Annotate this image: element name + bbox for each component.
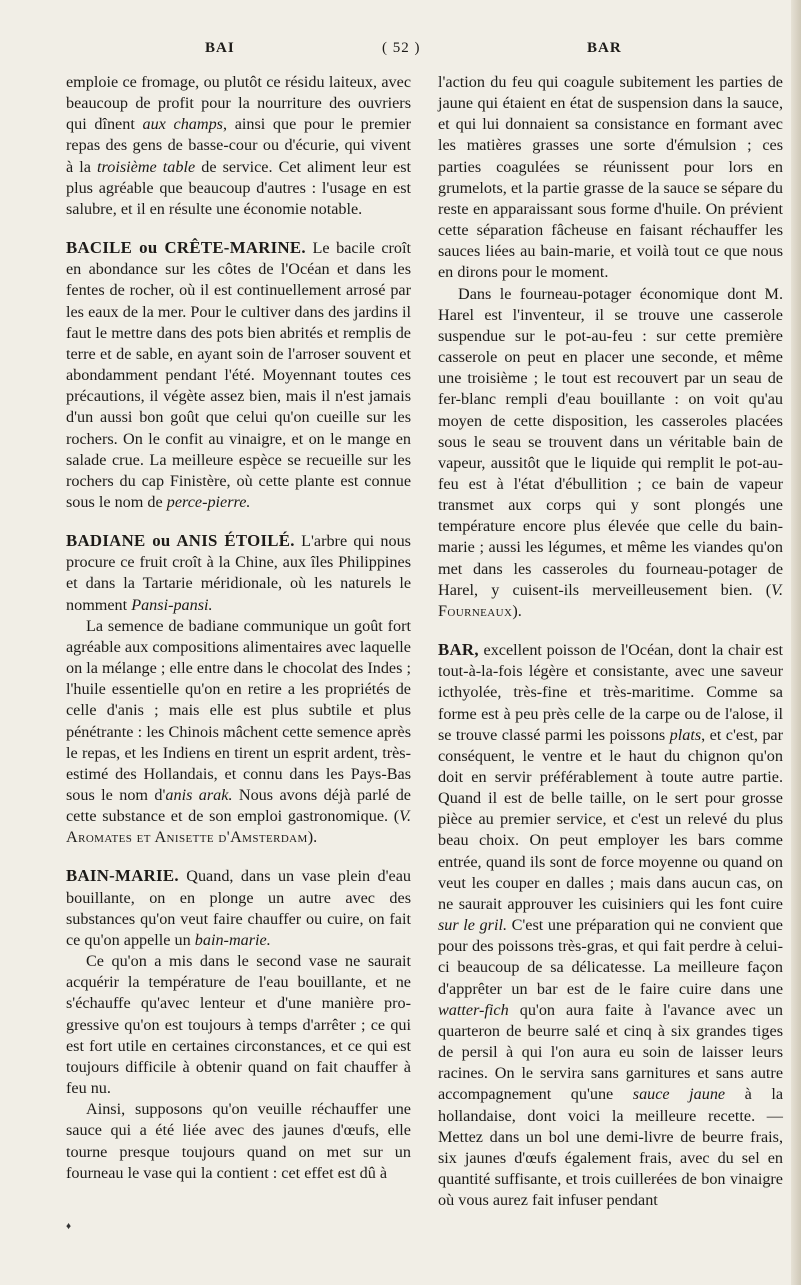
cross-reference-fourneaux: Fourneaux [438,601,513,620]
headword-bain-marie: BAIN-MARIE. [66,866,179,886]
paragraph-fromage: emploie ce fromage, ou plutôt ce résidu laiteux, avec beaucoup de profit pour la nourriture des ouvriers qui dînent aux champs, ainsi que pour le premier repas des gens de basse-cour ou d'écurie, qui vivent à la troisième table de service. Cet aliment leur est plus agréable que beaucoup d'autres : l'usage en est salubre, et il en résulte une économie notable. [66,73,412,218]
right-column [438,72,783,1211]
page-number: ( 52 ) [382,40,421,56]
paragraph-bain-marie-2: Ce qu'on a mis dans le second vase ne saurait acquérir la température de l'eau bouillante, et ne s'échauffe qu'avec lenteur et d'une manière progressive qu'on est toujours à temps d'arrêter ; ce qui est fort utile en certaines circonstances, et ce qui est toujours difficile à obtenir quand on fait chauffer à feu nu. [66,952,411,1098]
left-column [66,72,411,1184]
headword-bar: BAR, [438,640,479,660]
cross-reference-aromates: Aromates et Anisette d'Amsterdam [66,828,308,847]
headword-badiane: BADIANE ou ANIS ÉTOILÉ. [66,531,295,551]
entry-bain-marie: BAIN-MARIE. Quand, dans un vase plein d'eau bouillante, on en plonge un autre avec des substances qu'on veut faire chauffer ou cuire, on fait ce qu'on appelle un bain-marie. [66,866,411,949]
page-edge-shadow [791,0,801,1285]
headword-bacile: BACILE ou CRÊTE-MARINE. [66,238,306,258]
entry-bar: BAR, excellent poisson de l'Océan, dont la chair est tout-à-la-fois légère et consistante, avec une saveur icthyolée, très-fine et très-maritime. Comme sa forme est à peu près celle de la carpe ou de l'alose, il se trouve classé parmi les poissons plats, et c'est, par conséquent, le ventre et le haut du chignon qu'on doit en servir préférablement à toute autre partie. Quand il est de belle taille, on le sert pour grosse pièce au premier service, et c'est un relevé du plus beau choix. On peut employer les bars comme entrée, quand ils sont de force moyenne ou quand on veut les couper en dalles ; mais dans aucun cas, on ne saurait approuver les cuisiniers qui les font cuire sur le gril. C'est une préparation qui ne convient que pour des poissons très-gras, et qui fait perdre à celui-ci beaucoup de sa délicatesse. La meilleure façon d'apprêter un bar est de le faire cuire dans une watter-fich qu'on aura faite à l'avance avec un quarteron de beurre salé et cinq à six grandes tiges de persil à qui l'on aura eu soin de laisser leurs racines. On le servira sans garnitures et sans autre accompagnement qu'une sauce jaune à la hollandaise, dont voici la meilleure recette. — Mettez dans un bol une demi-livre de beurre frais, six jaunes d'œufs également frais, avec du sel en quantité suffisante, et trois cuillerées de bon vinaigre où vous aurez fait infuser pendant [438,640,784,1210]
entry-badiane: BADIANE ou ANIS ÉTOILÉ. L'arbre qui nous procure ce fruit croît à la Chine, aux îles Philippines et dans la Tartarie méridionale, où les naturels le nomment Pansi-pansi. [66,531,411,614]
header-right-word: BAR [587,40,622,56]
paragraph-bain-marie-3: Ainsi, supposons qu'on veuille réchauffer une sauce qui a été liée avec des jaunes d'œufs, elle tourne presque toujours quand on met sur un fourneau le vase qui la contient : cet effet est dû à [66,1100,411,1182]
paragraph-coagulation: l'action du feu qui coagule subitement les parties de jaune qui étaient en état de suspension dans la sauce, et qui lui donnaient sa consistance en formant avec les matières grasses une sorte d'émulsion ; ces parties coagulées se réunissent pour lors en grumelots, et la partie grasse de la sauce se sépare du reste en apparaissant sous forme d'huile. On prévient cette séparation fâcheuse en faisant réchauffer les sauces liées au bain-marie, et voilà tout ce que nous en dirons pour le moment. [438,73,783,282]
margin-mark: ♦ [66,1221,72,1232]
header-left-word: BAI [205,40,235,56]
paragraph-badiane-semence: La semence de badiane communique un goût fort agréable aux compositions alimentaires avec laquelle on la mélange ; elle entre dans le chocolat des Indes ; l'huile essentielle qu'on en retire a les propriétés de celle d'anis ; mais elle est plus subtile et plus pénétrante : les Chinois mâchent cette semence après le repas, et les Indiens en tirent un esprit ardent, très-estimé des Hollandais, et connu dans les Pays-Bas sous le nom d'anis arak. Nous avons déjà parlé de cette substance et de son emploi gastronomique. (V. Aromates et Anisette d'Amsterdam). [66,616,411,847]
running-header [0,40,801,62]
paragraph-fourneau-potager: Dans le fourneau-potager économique dont M. Harel est l'inventeur, il se trouve une casserole suspendue sur le pot-au-feu : sur cette première casserole on peut en placer une seconde, et même une troisième ; le tout est recouvert par un seau de fer-blanc rempli d'eau bouillante : on voit qu'au moyen de cette disposition, les casseroles placées sous le seau se trouvent dans un véritable bain de vapeur, aussitôt que le liquide qui remplit le pot-au-feu est à l'état d'ébullition ; ce bain de vapeur transmet aux corps qui y sont plongés une température encore plus élevée que celle du bain-marie ; aussi les légumes, et même les viandes qu'on met dans les casseroles du fourneau-potager de Harel, y cuisent-ils merveilleusement bien. (V. Fourneaux). [438,284,783,620]
entry-bacile: BACILE ou CRÊTE-MARINE. Le bacile croît en abondance sur les côtes de l'Océan et dans les fentes de rocher, où il est continuellement arrosé par les eaux de la mer. Pour le cultiver dans des jardins il faut le mettre dans des pots bien abrités et remplis de terre et de sable, en ayant soin de l'arroser souvent et abondamment pendant l'été. Moyennant toutes ces précautions, il végète assez bien, mais il n'est jamais d'un aussi bon goût que celui qu'on cueille sur les rochers. On le confit au vinaigre, et on le mange en salade crue. La meilleure espèce se recueille sur les rochers du cap Finistère, où cette plante est connue sous le nom de perce-pierre. [66,238,411,511]
